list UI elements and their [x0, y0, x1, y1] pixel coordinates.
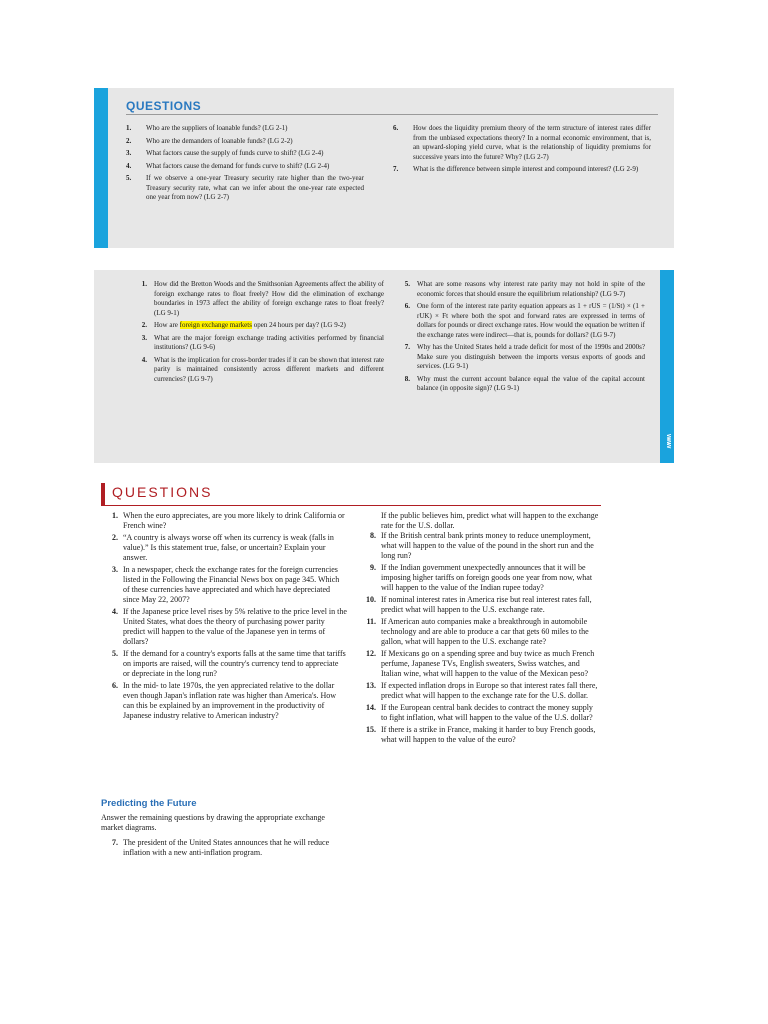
question-number: 10. [366, 595, 376, 604]
question-number: 4. [141, 355, 147, 364]
question-item [363, 725, 601, 745]
question-list-left-continued [105, 838, 347, 860]
question-item [393, 165, 651, 175]
question-text: If the European central bank decides to contract the money supply to fight inflation, what will happen to the value of the U.S. dollar? [381, 703, 593, 722]
question-text: If there is a strike in France, making it harder to buy French goods, what will happen to the value of the euro? [381, 725, 596, 744]
question-text: What are the major foreign exchange trading activities performed by financial institutions? (LG 9-6) [154, 333, 384, 351]
question-text: If the Indian government unexpectedly announces that it will be imposing higher tariffs on foreign goods one year from now, what will happen to the value of the Indian rupee today? [381, 563, 593, 592]
question-item [126, 149, 364, 159]
question-number: 2. [112, 533, 118, 542]
question-item [363, 531, 601, 561]
question-text: What is the difference between simple interest and compound interest? (LG 2-9) [413, 165, 639, 173]
question-number: 7. [404, 343, 410, 351]
question-text: In the mid- to late 1970s, the yen appreciated relative to the dollar even though Japan's inflation rate was higher than America's. How can this be explained by an improvement in the productivity of Japanese industry relative to American industry? [123, 681, 337, 720]
question-text: In a newspaper, check the exchange rates for the foreign currencies listed in the Following the Financial News box on page 345. Which of these currencies have appreciated and which have depreciated since May 22, 2007? [123, 565, 340, 604]
questions-panel-2 [94, 270, 674, 463]
question-number: 4. [112, 607, 118, 616]
question-item [134, 334, 384, 353]
question-item [363, 703, 601, 723]
question-number: 14. [366, 703, 376, 712]
question-text: Who are the demanders of loanable funds? (LG 2-2) [146, 136, 293, 145]
question-text: If American auto companies make a breakthrough in automobile technology and are able to produce a car that gets 60 miles to the gallon, what will happen to the U.S. exchange rate? [381, 617, 589, 646]
text-run: open 24 hours per day? (LG 9-2) [251, 321, 346, 329]
question-number: 7. [112, 838, 118, 847]
question-item [134, 280, 384, 318]
question-text: If Mexicans go on a spending spree and buy twice as much French perfume, Japanese TVs, English sweaters, Swiss watches, and Italian wine, what will happen to the value of the Mexican peso? [381, 649, 595, 678]
question-item [105, 649, 347, 679]
question-number: 7. [393, 165, 399, 173]
question-item [134, 356, 384, 385]
question-number: 4. [126, 161, 132, 170]
question-item [105, 533, 347, 563]
question-item [397, 343, 645, 372]
question-text: “A country is always worse off when its currency is weak (falls in value).” Is this statement true, false, or uncertain? Explain your answer. [123, 533, 334, 562]
question-text: Why has the United States held a trade deficit for most of the 1990s and 2000s? Make sure you distinguish between the imports versus exports of goods and services. (LG 9-1) [417, 343, 645, 370]
question-number: 6. [404, 302, 410, 310]
question-number: 6. [393, 124, 399, 132]
question-item [397, 375, 645, 394]
question-text: If we observe a one-year Treasury security rate higher than the two-year Treasury security rate, what can we infer about the one-year rate expected one year from now? (LG 2-7) [146, 174, 364, 201]
question-item [363, 649, 601, 679]
question-continuation: If the public believes him, predict what will happen to the exchange rate for the U.S. dollar. [381, 511, 599, 530]
question-item [126, 162, 364, 172]
question-number: 5. [126, 174, 132, 182]
highlighted-text: foreign exchange markets [179, 321, 252, 329]
question-item [397, 280, 645, 299]
question-number: 1. [126, 124, 132, 132]
question-item [105, 681, 347, 721]
question-number: 3. [141, 333, 147, 342]
question-item [397, 302, 645, 340]
question-item [105, 565, 347, 605]
question-text: One form of the interest rate parity equation appears as 1 + rUS = (1/St) × (1 + rUK) × Ft where both the spot and forward rates are expressed in terms of dollars for pounds or direct exchange rates. How would the equation be written if the exchange rates were indirect—that is, pounds for dollars? (LG 9-7) [417, 302, 645, 339]
question-item [363, 595, 601, 615]
subsection-instructions: Answer the remaining questions by drawing the appropriate exchange market diagrams. [101, 813, 325, 832]
question-number: 11. [366, 617, 376, 626]
question-number: 15. [366, 725, 376, 734]
question-item [134, 321, 384, 331]
question-text: How does the liquidity premium theory of the term structure of interest rates differ from the unbiased expectations theory? In a normal economic environment, that is, an upward-sloping yield curve, what is the relationship of liquidity premiums for successive years into the future? Why? (LG 2-7) [413, 124, 651, 161]
question-list-left [134, 280, 384, 387]
subsection-heading: Predicting the Future [101, 798, 197, 809]
question-list-right [393, 124, 651, 178]
question-number: 5. [112, 649, 118, 658]
question-number: 3. [112, 565, 118, 574]
question-text: If expected inflation drops in Europe so that interest rates fall there, predict what will happen to the exchange rate for the U.S. dollar. [381, 681, 598, 700]
question-text: What factors cause the demand for funds curve to shift? (LG 2-4) [146, 161, 330, 170]
question-text: If the Japanese price level rises by 5% relative to the price level in the United States, what does the theory of purchasing power parity predict will happen to the value of the Japanese yen in terms of dollars? [123, 607, 347, 646]
question-text: Who are the suppliers of loanable funds? (LG 2-1) [146, 124, 288, 132]
question-item [126, 137, 364, 147]
title-rule [126, 114, 658, 115]
section-title: QUESTIONS [126, 99, 202, 113]
question-number: 12. [366, 649, 376, 658]
question-text: If the demand for a country's exports falls at the same time that tariffs on imports are raised, will the country's currency tend to appreciate or depreciate in the long run? [123, 649, 346, 678]
question-list-right [363, 531, 601, 747]
question-item [363, 681, 601, 701]
question-number: 8. [404, 374, 410, 383]
question-number: 1. [141, 280, 147, 288]
questions-panel-1 [94, 88, 674, 248]
question-item [105, 511, 347, 531]
question-item [363, 617, 601, 647]
question-text: What are some reasons why interest rate parity may not hold in spite of the economic forces that should ensure the equilibrium relationship? (LG 9-7) [417, 280, 645, 298]
question-item [105, 607, 347, 647]
text-run: How are [154, 321, 180, 329]
question-number: 2. [141, 321, 147, 329]
question-item [363, 563, 601, 593]
question-text: When the euro appreciates, are you more likely to drink California or French wine? [123, 511, 345, 530]
question-number: 9. [370, 563, 376, 572]
question-text [154, 321, 346, 329]
section-accent-bar [101, 483, 105, 506]
title-rule [101, 505, 601, 506]
question-list-left [105, 511, 347, 723]
question-number: 8. [370, 531, 376, 540]
question-list-right [397, 280, 645, 397]
question-number: 3. [126, 149, 132, 157]
question-text: What factors cause the supply of funds curve to shift? (LG 2-4) [146, 149, 324, 157]
www-icon: www [665, 434, 672, 448]
question-text: How did the Bretton Woods and the Smithsonian Agreements affect the ability of foreign exchange rates to float freely? How did the elimination of exchange boundaries in 1973 affect the ability of foreign exchange rates to float freely? (LG 9-1) [154, 280, 384, 317]
question-number: 1. [112, 511, 118, 520]
question-text: If nominal interest rates in America rise but real interest rates fall, predict what will happen to the U.S. exchange rate. [381, 595, 592, 614]
question-item [393, 124, 651, 162]
question-item [126, 174, 364, 203]
question-text: The president of the United States announces that he will reduce inflation with a new anti-inflation program. [123, 838, 330, 857]
question-number: 5. [404, 280, 410, 288]
question-number: 2. [126, 136, 132, 145]
question-item [126, 124, 364, 134]
accent-bar [94, 88, 108, 248]
question-number: 13. [366, 681, 376, 690]
question-item [105, 838, 347, 858]
section-title: QUESTIONS [112, 484, 213, 500]
question-text: What is the implication for cross-border trades if it can be shown that interest rate parity is maintained consistently across different markets and different currencies? (LG 9-7) [154, 355, 384, 383]
question-number: 6. [112, 681, 118, 690]
question-list-left [126, 124, 364, 206]
question-text: Why must the current account balance equal the value of the capital account balance (in opposite sign)? (LG 9-1) [417, 374, 645, 392]
question-text: If the British central bank prints money to reduce unemployment, what will happen to the value of the pound in the short run and the long run? [381, 531, 594, 560]
